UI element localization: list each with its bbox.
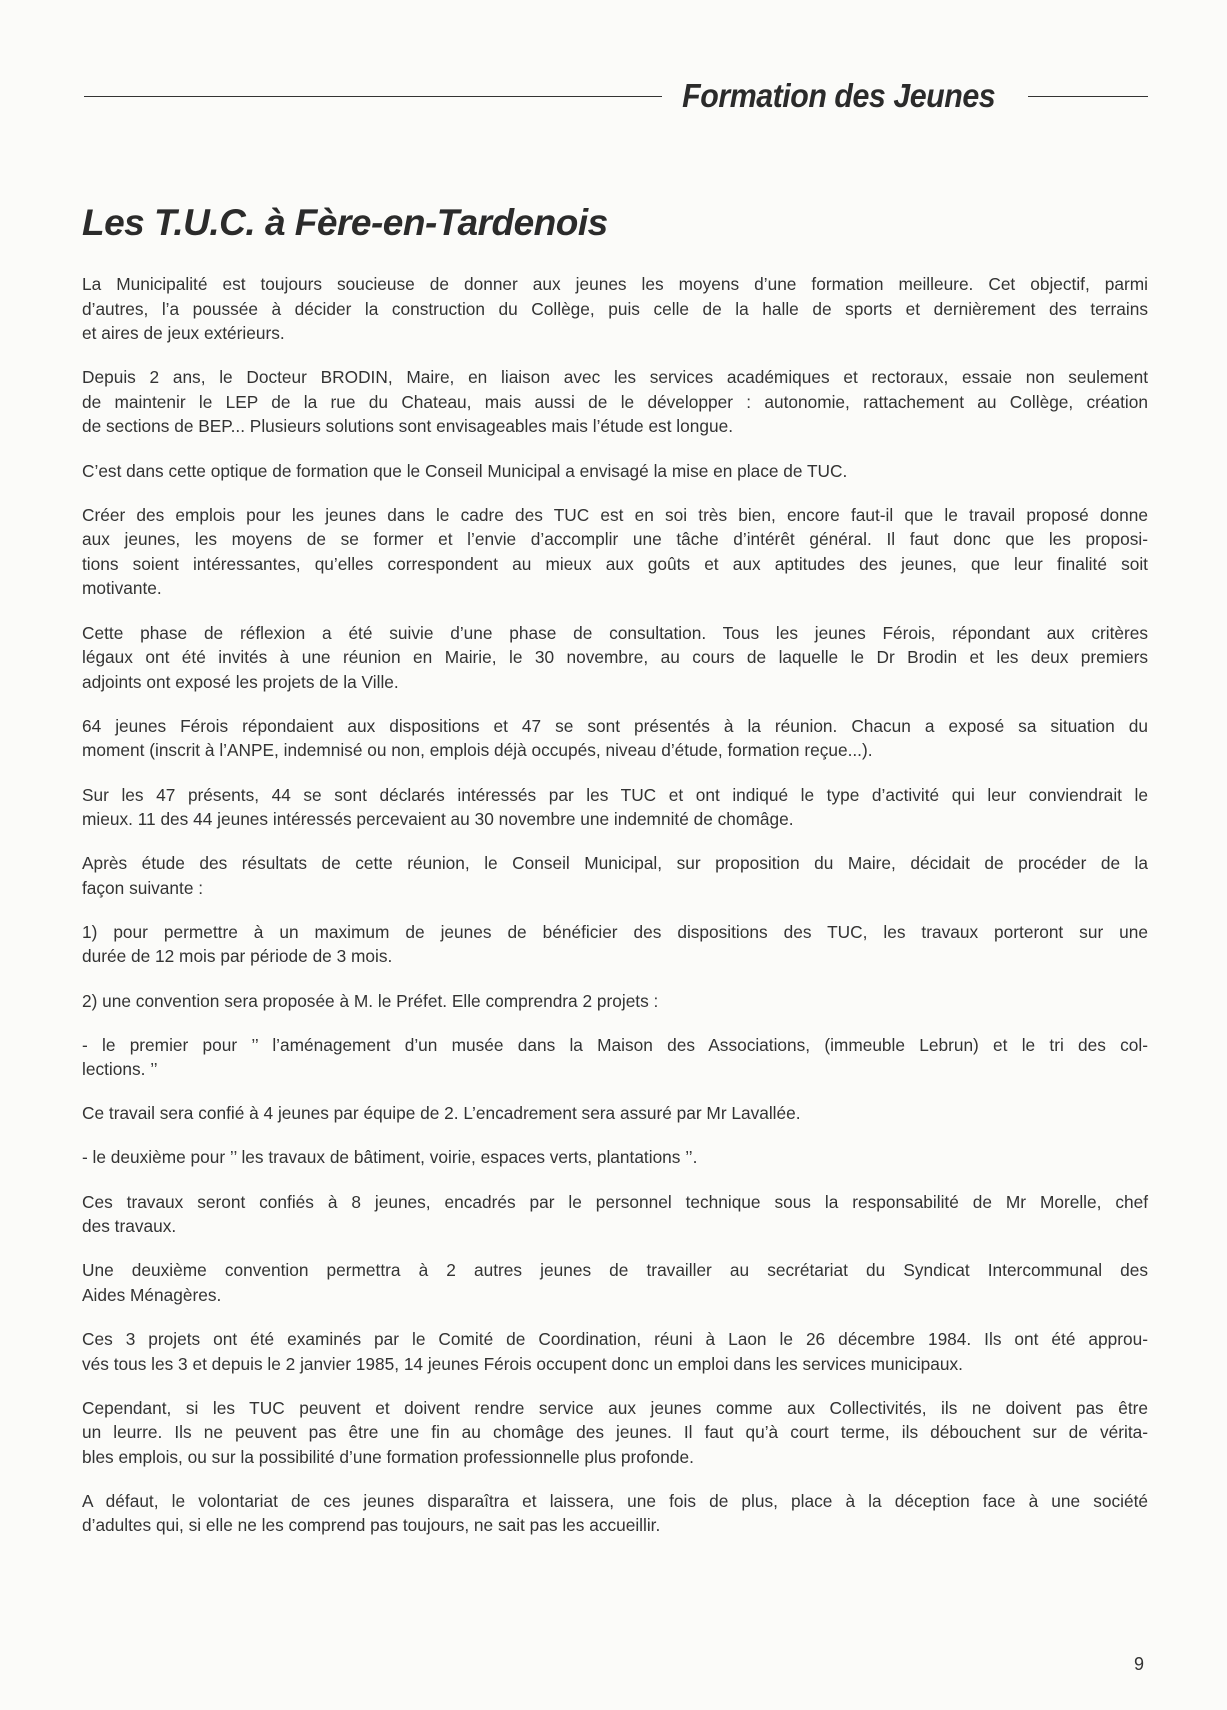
text-line: adjoints ont exposé les projets de la Ville. [82,671,399,692]
text-line: La Municipalité est toujours soucieuse de donner aux jeunes les moyens d’une formation meilleure. Cet objectif, parmi [82,274,1148,294]
text-line: vés tous les 3 et depuis le 2 janvier 1985, 14 jeunes Férois occupent donc un emploi dans les services municipaux. [82,1353,963,1374]
text-line: aux jeunes, les moyens de se former et l’envie d’accomplir une tâche d’intérêt général. Il faut donc que les proposi- [82,529,1148,550]
text-line: 2) une convention sera proposée à M. le Préfet. Elle comprendra 2 projets : [82,990,659,1011]
text-line: Ces travaux seront confiés à 8 jeunes, encadrés par le personnel technique sous la responsabilité de Mr Morelle, chef [82,1191,1148,1212]
text-line: C’est dans cette optique de formation que le Conseil Municipal a envisagé la mise en place de TUC. [82,460,848,481]
text-line: Cependant, si les TUC peuvent et doivent rendre service aux jeunes comme aux Collectivités, ils ne doivent pas être [82,1397,1148,1418]
paragraph [82,1190,1148,1239]
text-line: Sur les 47 présents, 44 se sont déclarés intéressés par les TUC et ont indiqué le type d’activité qui leur conviendrait le [82,784,1148,805]
paragraph [82,989,1148,1014]
text-line: bles emplois, ou sur la possibilité d’une formation professionnelle plus profonde. [82,1446,694,1467]
header-rule-left [84,96,662,97]
text-line: d’autres, l’a poussée à décider la construction du Collège, puis celle de la halle de sports et dernièrement des terrains [82,298,1148,319]
text-line: motivante. [82,578,162,599]
text-line: Une deuxième convention permettra à 2 autres jeunes de travailler au secrétariat du Syndicat Intercommunal des [82,1260,1148,1281]
text-line: Ces 3 projets ont été examinés par le Comité de Coordination, réuni à Laon le 26 décembre 1984. Ils ont été approu- [82,1328,1148,1349]
article-title: Les T.U.C. à Fère-en-Tardenois [82,202,608,243]
text-line: et aires de jeux extérieurs. [82,323,285,344]
paragraph [82,1033,1148,1082]
text-line: façon suivante : [82,877,204,898]
text-line: légaux ont été invités à une réunion en Mairie, le 30 novembre, au cours de laquelle le Dr Brodin et les deux premiers [82,647,1148,668]
text-line: - le deuxième pour ’’ les travaux de bâtiment, voirie, espaces verts, plantations ’’. [82,1147,698,1168]
text-line: A défaut, le volontariat de ces jeunes disparaîtra et laissera, une fois de plus, place à la déception face à une société [82,1490,1148,1511]
text-line: Cette phase de réflexion a été suivie d’une phase de consultation. Tous les jeunes Férois, répondant aux critères [82,622,1148,643]
paragraph [82,783,1148,832]
paragraph [82,1489,1148,1538]
section-header [84,76,1148,116]
paragraph [82,272,1148,346]
paragraph [82,503,1148,601]
header-rule-right [1028,96,1148,97]
text-line: moment (inscrit à l’ANPE, indemnisé ou non, emplois déjà occupés, niveau d’étude, formation reçue...). [82,740,873,761]
text-line: lections. ’’ [82,1059,158,1080]
text-line: Créer des emplois pour les jeunes dans le cadre des TUC est en soi très bien, encore faut-il que le travail proposé donne [82,504,1148,525]
paragraph [82,1396,1148,1470]
article-body [82,272,1148,1558]
text-line: durée de 12 mois par période de 3 mois. [82,946,393,967]
paragraph [82,1101,1148,1126]
text-line: Ce travail sera confié à 4 jeunes par équipe de 2. L’encadrement sera assuré par Mr Lavallée. [82,1103,801,1124]
paragraph [82,621,1148,695]
paragraph [82,459,1148,484]
text-line: tions soient intéressantes, qu’elles correspondent au mieux aux goûts et aux aptitudes des jeunes, que leur finalité soit [82,553,1148,574]
text-line: de maintenir le LEP de la rue du Chateau, mais aussi de le développer : autonomie, rattachement au Collège, création [82,391,1148,412]
text-line: mieux. 11 des 44 jeunes intéressés percevaient au 30 novembre une indemnité de chomâge. [82,809,794,830]
text-line: d’adultes qui, si elle ne les comprend pas toujours, ne sait pas les accueillir. [82,1515,661,1536]
text-line: - le premier pour ’’ l’aménagement d’un musée dans la Maison des Associations, (immeuble Lebrun) et le tri des col- [82,1034,1148,1055]
text-line: Depuis 2 ans, le Docteur BRODIN, Maire, en liaison avec les services académiques et rectoraux, essaie non seulement [82,367,1148,388]
text-line: 1) pour permettre à un maximum de jeunes de bénéficier des dispositions des TUC, les travaux porteront sur une [82,921,1148,942]
paragraph [82,1145,1148,1170]
paragraph [82,365,1148,439]
text-line: Après étude des résultats de cette réunion, le Conseil Municipal, sur proposition du Maire, décidait de procéder de la [82,853,1148,874]
text-line: des travaux. [82,1216,177,1237]
paragraph [82,920,1148,969]
text-line: un leurre. Ils ne peuvent pas être une fin au chomâge des jeunes. Il faut qu’à court terme, ils débouchent sur de vérita- [82,1422,1148,1443]
page-number: 9 [1134,1654,1145,1674]
text-line: 64 jeunes Férois répondaient aux dispositions et 47 se sont présentés à la réunion. Chacun a exposé sa situation du [82,715,1148,736]
paragraph [82,714,1148,763]
text-line: Aides Ménagères. [82,1284,222,1305]
text-line: de sections de BEP... Plusieurs solutions sont envisageables mais l’étude est longue. [82,416,733,437]
paragraph [82,851,1148,900]
paragraph [82,1327,1148,1376]
paragraph [82,1258,1148,1307]
section-title: Formation des Jeunes [681,77,995,114]
